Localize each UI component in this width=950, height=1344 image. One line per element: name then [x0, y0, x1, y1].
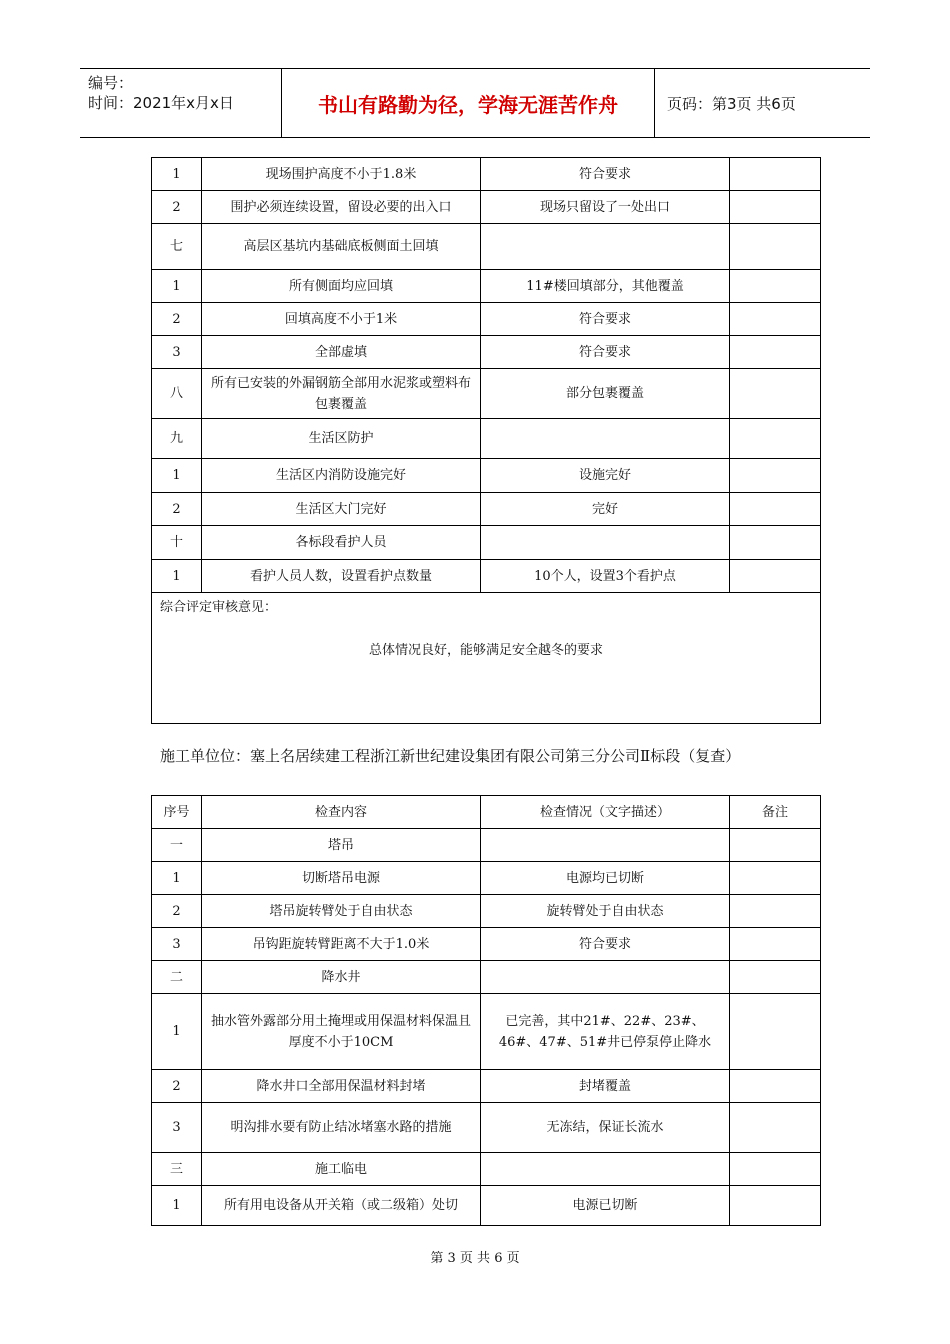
row-content: 现场围护高度不小于1.8米 — [202, 158, 481, 191]
row-status: 无冻结，保证长流水 — [481, 1103, 730, 1153]
row-no: 1 — [152, 862, 202, 895]
row-note — [730, 526, 821, 560]
table-row — [152, 961, 821, 994]
row-content: 塔吊 — [202, 829, 481, 862]
row-no: 2 — [152, 895, 202, 928]
row-note — [730, 224, 821, 270]
table-row — [152, 994, 821, 1070]
row-no: 3 — [152, 336, 202, 369]
row-no: 1 — [152, 1186, 202, 1226]
row-status: 设施完好 — [481, 459, 730, 493]
row-note — [730, 1103, 821, 1153]
table-row — [152, 303, 821, 336]
number-label: 编号： — [88, 74, 134, 92]
row-status — [481, 1153, 730, 1186]
summary-label: 综合评定审核意见： — [160, 600, 278, 615]
row-note — [730, 303, 821, 336]
row-note — [730, 1070, 821, 1103]
table-row — [152, 224, 821, 270]
row-note — [730, 994, 821, 1070]
table-row — [152, 191, 821, 224]
header-content: 检查内容 — [202, 796, 481, 829]
row-status — [481, 829, 730, 862]
row-no: 1 — [152, 459, 202, 493]
row-no: 八 — [152, 369, 202, 419]
row-note — [730, 862, 821, 895]
row-note — [730, 158, 821, 191]
row-content: 降水井 — [202, 961, 481, 994]
header-note: 备注 — [730, 796, 821, 829]
row-no: 1 — [152, 158, 202, 191]
row-content: 生活区内消防设施完好 — [202, 459, 481, 493]
row-note — [730, 1153, 821, 1186]
row-content: 所有用电设备从开关箱（或二级箱）处切 — [202, 1186, 481, 1226]
table-row — [152, 459, 821, 493]
row-content: 吊钩距旋转臂距离不大于1.0米 — [202, 928, 481, 961]
row-status: 符合要求 — [481, 303, 730, 336]
row-no: 2 — [152, 493, 202, 526]
row-note — [730, 493, 821, 526]
header-meta — [80, 69, 282, 137]
row-no: 一 — [152, 829, 202, 862]
row-note — [730, 336, 821, 369]
row-note — [730, 270, 821, 303]
row-no: 2 — [152, 191, 202, 224]
table-header-row — [152, 796, 821, 829]
time-label: 时间：2021年x月x日 — [88, 94, 234, 112]
row-status — [481, 224, 730, 270]
row-no: 十 — [152, 526, 202, 560]
row-note — [730, 560, 821, 593]
row-no: 3 — [152, 928, 202, 961]
row-content: 所有已安装的外漏钢筋全部用水泥浆或塑料布包裹覆盖 — [202, 369, 481, 419]
header-motto: 书山有路勤为径，学海无涯苦作舟 — [282, 69, 655, 137]
row-content: 围护必须连续设置，留设必要的出入口 — [202, 191, 481, 224]
page-footer: 第 3 页 共 6 页 — [430, 1251, 520, 1266]
table-row — [152, 1186, 821, 1226]
summary-row — [152, 593, 821, 724]
table-row — [152, 560, 821, 593]
row-status: 11#楼回填部分，其他覆盖 — [481, 270, 730, 303]
summary-text: 总体情况良好，能够满足安全越冬的要求 — [368, 643, 603, 658]
table-row — [152, 336, 821, 369]
row-content: 降水井口全部用保温材料封堵 — [202, 1070, 481, 1103]
row-content: 回填高度不小于1米 — [202, 303, 481, 336]
row-status — [481, 526, 730, 560]
table-row — [152, 1070, 821, 1103]
header-no: 序号 — [152, 796, 202, 829]
row-status: 符合要求 — [481, 928, 730, 961]
row-content: 明沟排水要有防止结冰堵塞水路的措施 — [202, 1103, 481, 1153]
row-note — [730, 419, 821, 459]
table-row — [152, 895, 821, 928]
row-status: 电源均已切断 — [481, 862, 730, 895]
summary-cell — [152, 593, 821, 724]
row-no: 七 — [152, 224, 202, 270]
row-note — [730, 895, 821, 928]
row-content: 所有侧面均应回填 — [202, 270, 481, 303]
row-status: 部分包裹覆盖 — [481, 369, 730, 419]
row-content: 施工临电 — [202, 1153, 481, 1186]
row-status: 完好 — [481, 493, 730, 526]
table-row — [152, 928, 821, 961]
row-no: 2 — [152, 303, 202, 336]
table-row — [152, 526, 821, 560]
table-row — [152, 1153, 821, 1186]
row-content: 切断塔吊电源 — [202, 862, 481, 895]
header-status: 检查情况（文字描述） — [481, 796, 730, 829]
row-status: 现场只留设了一处出口 — [481, 191, 730, 224]
row-no: 九 — [152, 419, 202, 459]
row-no: 二 — [152, 961, 202, 994]
row-no: 2 — [152, 1070, 202, 1103]
row-status: 封堵覆盖 — [481, 1070, 730, 1103]
row-content: 生活区大门完好 — [202, 493, 481, 526]
row-content: 抽水管外露部分用土掩埋或用保温材料保温且厚度不小于10CM — [202, 994, 481, 1070]
row-status: 10个人，设置3个看护点 — [481, 560, 730, 593]
row-content: 高层区基坑内基础底板侧面土回填 — [202, 224, 481, 270]
row-content: 看护人员人数，设置看护点数量 — [202, 560, 481, 593]
row-note — [730, 191, 821, 224]
row-status — [481, 419, 730, 459]
row-status: 已完善，其中21#、22#、23#、46#、47#、51#井已停泵停止降水 — [481, 994, 730, 1070]
page-header — [80, 68, 870, 138]
row-content: 各标段看护人员 — [202, 526, 481, 560]
row-no: 1 — [152, 560, 202, 593]
row-no: 1 — [152, 994, 202, 1070]
row-note — [730, 829, 821, 862]
header-page-label: 页码：第3页 共6页 — [667, 94, 796, 113]
row-content: 生活区防护 — [202, 419, 481, 459]
row-no: 三 — [152, 1153, 202, 1186]
inspection-table-continued — [151, 157, 821, 724]
table-row — [152, 158, 821, 191]
row-note — [730, 961, 821, 994]
row-note — [730, 459, 821, 493]
row-content: 塔吊旋转臂处于自由状态 — [202, 895, 481, 928]
row-content: 全部虚填 — [202, 336, 481, 369]
row-status: 旋转臂处于自由状态 — [481, 895, 730, 928]
row-status: 电源已切断 — [481, 1186, 730, 1226]
row-no: 3 — [152, 1103, 202, 1153]
row-note — [730, 928, 821, 961]
row-no: 1 — [152, 270, 202, 303]
construction-unit-line: 施工单位位：塞上名居续建工程浙江新世纪建设集团有限公司第三分公司Ⅱ标段（复查） — [160, 747, 741, 765]
inspection-table-review — [151, 795, 821, 1226]
table-row — [152, 493, 821, 526]
row-status — [481, 961, 730, 994]
row-note — [730, 1186, 821, 1226]
table-row — [152, 270, 821, 303]
table-row — [152, 862, 821, 895]
table-row — [152, 419, 821, 459]
row-note — [730, 369, 821, 419]
table-row — [152, 369, 821, 419]
table-row — [152, 829, 821, 862]
table-row — [152, 1103, 821, 1153]
row-status: 符合要求 — [481, 336, 730, 369]
row-status: 符合要求 — [481, 158, 730, 191]
